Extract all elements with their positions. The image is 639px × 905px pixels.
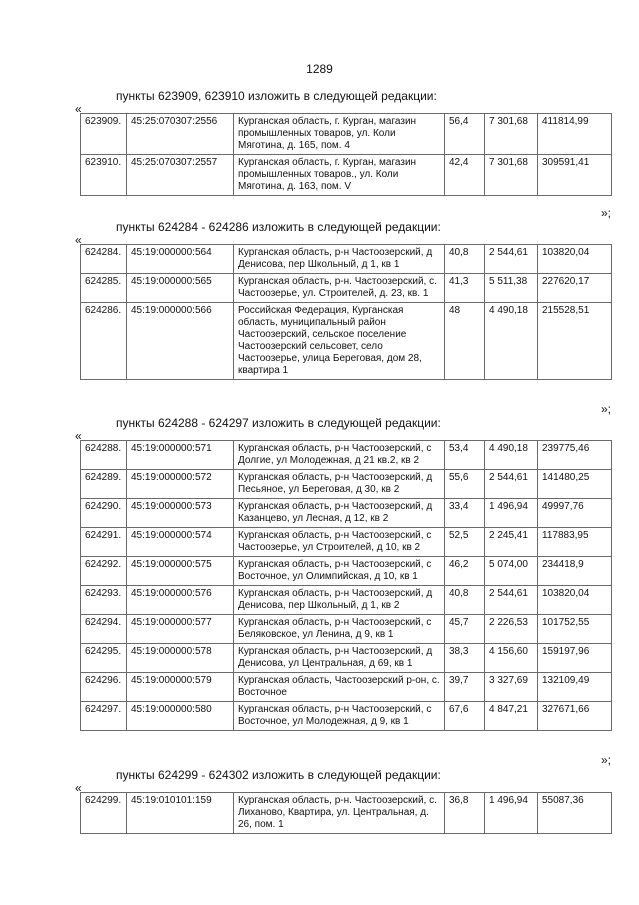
address-cell: Курганская область, р-н. Частоозерский, с. Частоозерье, ул. Строителей, д. 23, кв. 1 [234, 274, 445, 303]
table-row [81, 702, 612, 731]
unit-price-cell: 7 301,68 [485, 155, 538, 196]
address-cell: Курганская область, р-н Частоозерский, с Частоозерье, ул Строителей, д 10, кв 2 [234, 528, 445, 557]
close-quote: »; [600, 206, 611, 220]
address-cell: Курганская область, р-н Частоозерский, д Денисова, пер Школьный, д 1, кв 2 [234, 586, 445, 615]
item-number-cell: 623910. [81, 155, 127, 196]
cadastral-number-cell: 45:19:000000:578 [127, 644, 234, 673]
area-cell: 67,6 [445, 702, 485, 731]
unit-price-cell: 4 490,18 [485, 441, 538, 470]
cadastral-number-cell: 45:19:000000:579 [127, 673, 234, 702]
table-row [81, 155, 612, 196]
total-value-cell: 327671,66 [538, 702, 612, 731]
unit-price-cell: 7 301,68 [485, 114, 538, 155]
section-intro: пункты 624288 - 624297 изложить в следующей редакции: [116, 416, 441, 430]
unit-price-cell: 2 544,61 [485, 245, 538, 274]
item-number-cell: 624288. [81, 441, 127, 470]
unit-price-cell: 2 544,61 [485, 470, 538, 499]
total-value-cell: 159197,96 [538, 644, 612, 673]
address-cell: Курганская область, р-н Частоозерский, с Долгие, ул Молодежная, д 21 кв.2, кв 2 [234, 441, 445, 470]
total-value-cell: 103820,04 [538, 245, 612, 274]
item-number-cell: 624285. [81, 274, 127, 303]
open-quote: « [75, 429, 82, 443]
cadastral-number-cell: 45:19:000000:564 [127, 245, 234, 274]
table-row [81, 470, 612, 499]
table-row [81, 615, 612, 644]
item-number-cell: 624297. [81, 702, 127, 731]
address-cell: Курганская область, Частоозерский р-он, с. Восточное [234, 673, 445, 702]
open-quote: « [75, 233, 82, 247]
item-number-cell: 624290. [81, 499, 127, 528]
total-value-cell: 141480,25 [538, 470, 612, 499]
total-value-cell: 309591,41 [538, 155, 612, 196]
address-cell: Курганская область, р-н. Частоозерский, с. Лиханово, Квартира, ул. Центральная, д. 26, пом. 1 [234, 793, 445, 834]
area-cell: 56,4 [445, 114, 485, 155]
cadastral-number-cell: 45:25:070307:2557 [127, 155, 234, 196]
item-number-cell: 624295. [81, 644, 127, 673]
close-quote: »; [600, 402, 611, 416]
section-intro: пункты 623909, 623910 изложить в следующей редакции: [116, 89, 437, 103]
total-value-cell: 49997,76 [538, 499, 612, 528]
unit-price-cell: 5 511,38 [485, 274, 538, 303]
unit-price-cell: 3 327,69 [485, 673, 538, 702]
table-row [81, 793, 612, 834]
area-cell: 55,6 [445, 470, 485, 499]
unit-price-cell: 4 847,21 [485, 702, 538, 731]
item-number-cell: 624294. [81, 615, 127, 644]
address-cell: Курганская область, р-н Частоозерский, с Беляковское, ул Ленина, д 9, кв 1 [234, 615, 445, 644]
table-row [81, 557, 612, 586]
total-value-cell: 101752,55 [538, 615, 612, 644]
address-cell: Курганская область, р-н Частоозерский, с Восточное, ул Олимпийская, д 10, кв 1 [234, 557, 445, 586]
area-cell: 42,4 [445, 155, 485, 196]
section-intro: пункты 624299 - 624302 изложить в следующей редакции: [116, 768, 441, 782]
open-quote: « [75, 102, 82, 116]
cadastral-number-cell: 45:19:000000:577 [127, 615, 234, 644]
table-row [81, 528, 612, 557]
property-table [80, 792, 612, 834]
area-cell: 40,8 [445, 245, 485, 274]
table-row [81, 441, 612, 470]
table-row [81, 114, 612, 155]
area-cell: 39,7 [445, 673, 485, 702]
address-cell: Курганская область, р-н Частоозерский, д Казанцево, ул Лесная, д 12, кв 2 [234, 499, 445, 528]
address-cell: Курганская область, р-н Частоозерский, д Денисова, пер Школьный, д 1, кв 1 [234, 245, 445, 274]
cadastral-number-cell: 45:19:000000:572 [127, 470, 234, 499]
page-number: 1289 [306, 62, 333, 76]
item-number-cell: 624293. [81, 586, 127, 615]
area-cell: 38,3 [445, 644, 485, 673]
cadastral-number-cell: 45:19:000000:573 [127, 499, 234, 528]
property-table [80, 440, 612, 731]
total-value-cell: 132109,49 [538, 673, 612, 702]
item-number-cell: 624284. [81, 245, 127, 274]
address-cell: Российская Федерация, Курганская область, муниципальный район Частоозерский, сельское поселение Частоозерский сельсовет, село Частоозерье, улица Береговая, дом 28, квартира 1 [234, 303, 445, 380]
table-row [81, 673, 612, 702]
address-cell: Курганская область, г. Курган, магазин промышленных товаров., ул. Коли Мяготина, д. 163, пом. V [234, 155, 445, 196]
area-cell: 41,3 [445, 274, 485, 303]
total-value-cell: 55087,36 [538, 793, 612, 834]
total-value-cell: 117883,95 [538, 528, 612, 557]
open-quote: « [75, 781, 82, 795]
unit-price-cell: 1 496,94 [485, 793, 538, 834]
cadastral-number-cell: 45:19:000000:566 [127, 303, 234, 380]
area-cell: 48 [445, 303, 485, 380]
table-row [81, 586, 612, 615]
table-row [81, 274, 612, 303]
total-value-cell: 103820,04 [538, 586, 612, 615]
cadastral-number-cell: 45:19:000000:580 [127, 702, 234, 731]
unit-price-cell: 4 490,18 [485, 303, 538, 380]
unit-price-cell: 2 544,61 [485, 586, 538, 615]
section-intro: пункты 624284 - 624286 изложить в следующей редакции: [116, 220, 441, 234]
property-table [80, 244, 612, 380]
item-number-cell: 623909. [81, 114, 127, 155]
item-number-cell: 624299. [81, 793, 127, 834]
total-value-cell: 411814,99 [538, 114, 612, 155]
item-number-cell: 624296. [81, 673, 127, 702]
cadastral-number-cell: 45:19:000000:574 [127, 528, 234, 557]
item-number-cell: 624289. [81, 470, 127, 499]
cadastral-number-cell: 45:19:000000:576 [127, 586, 234, 615]
area-cell: 52,5 [445, 528, 485, 557]
area-cell: 40,8 [445, 586, 485, 615]
cadastral-number-cell: 45:19:000000:565 [127, 274, 234, 303]
address-cell: Курганская область, р-н Частоозерский, д Денисова, ул Центральная, д 69, кв 1 [234, 644, 445, 673]
unit-price-cell: 2 245,41 [485, 528, 538, 557]
cadastral-number-cell: 45:19:000000:571 [127, 441, 234, 470]
item-number-cell: 624286. [81, 303, 127, 380]
total-value-cell: 239775,46 [538, 441, 612, 470]
area-cell: 33,4 [445, 499, 485, 528]
total-value-cell: 234418,9 [538, 557, 612, 586]
address-cell: Курганская область, г. Курган, магазин промышленных товаров, ул. Коли Мяготина, д. 165, пом. 4 [234, 114, 445, 155]
item-number-cell: 624292. [81, 557, 127, 586]
item-number-cell: 624291. [81, 528, 127, 557]
area-cell: 53,4 [445, 441, 485, 470]
cadastral-number-cell: 45:25:070307:2556 [127, 114, 234, 155]
table-row [81, 499, 612, 528]
address-cell: Курганская область, р-н Частоозерский, с Восточное, ул Молодежная, д 9, кв 1 [234, 702, 445, 731]
close-quote: »; [600, 753, 611, 767]
table-row [81, 245, 612, 274]
address-cell: Курганская область, р-н Частоозерский, д Песьяное, ул Береговая, д 30, кв 2 [234, 470, 445, 499]
unit-price-cell: 2 226,53 [485, 615, 538, 644]
area-cell: 45,7 [445, 615, 485, 644]
table-row [81, 644, 612, 673]
cadastral-number-cell: 45:19:010101:159 [127, 793, 234, 834]
table-row [81, 303, 612, 380]
property-table [80, 113, 612, 196]
total-value-cell: 215528,51 [538, 303, 612, 380]
area-cell: 46,2 [445, 557, 485, 586]
area-cell: 36,8 [445, 793, 485, 834]
unit-price-cell: 5 074,00 [485, 557, 538, 586]
total-value-cell: 227620,17 [538, 274, 612, 303]
cadastral-number-cell: 45:19:000000:575 [127, 557, 234, 586]
unit-price-cell: 1 496,94 [485, 499, 538, 528]
unit-price-cell: 4 156,60 [485, 644, 538, 673]
